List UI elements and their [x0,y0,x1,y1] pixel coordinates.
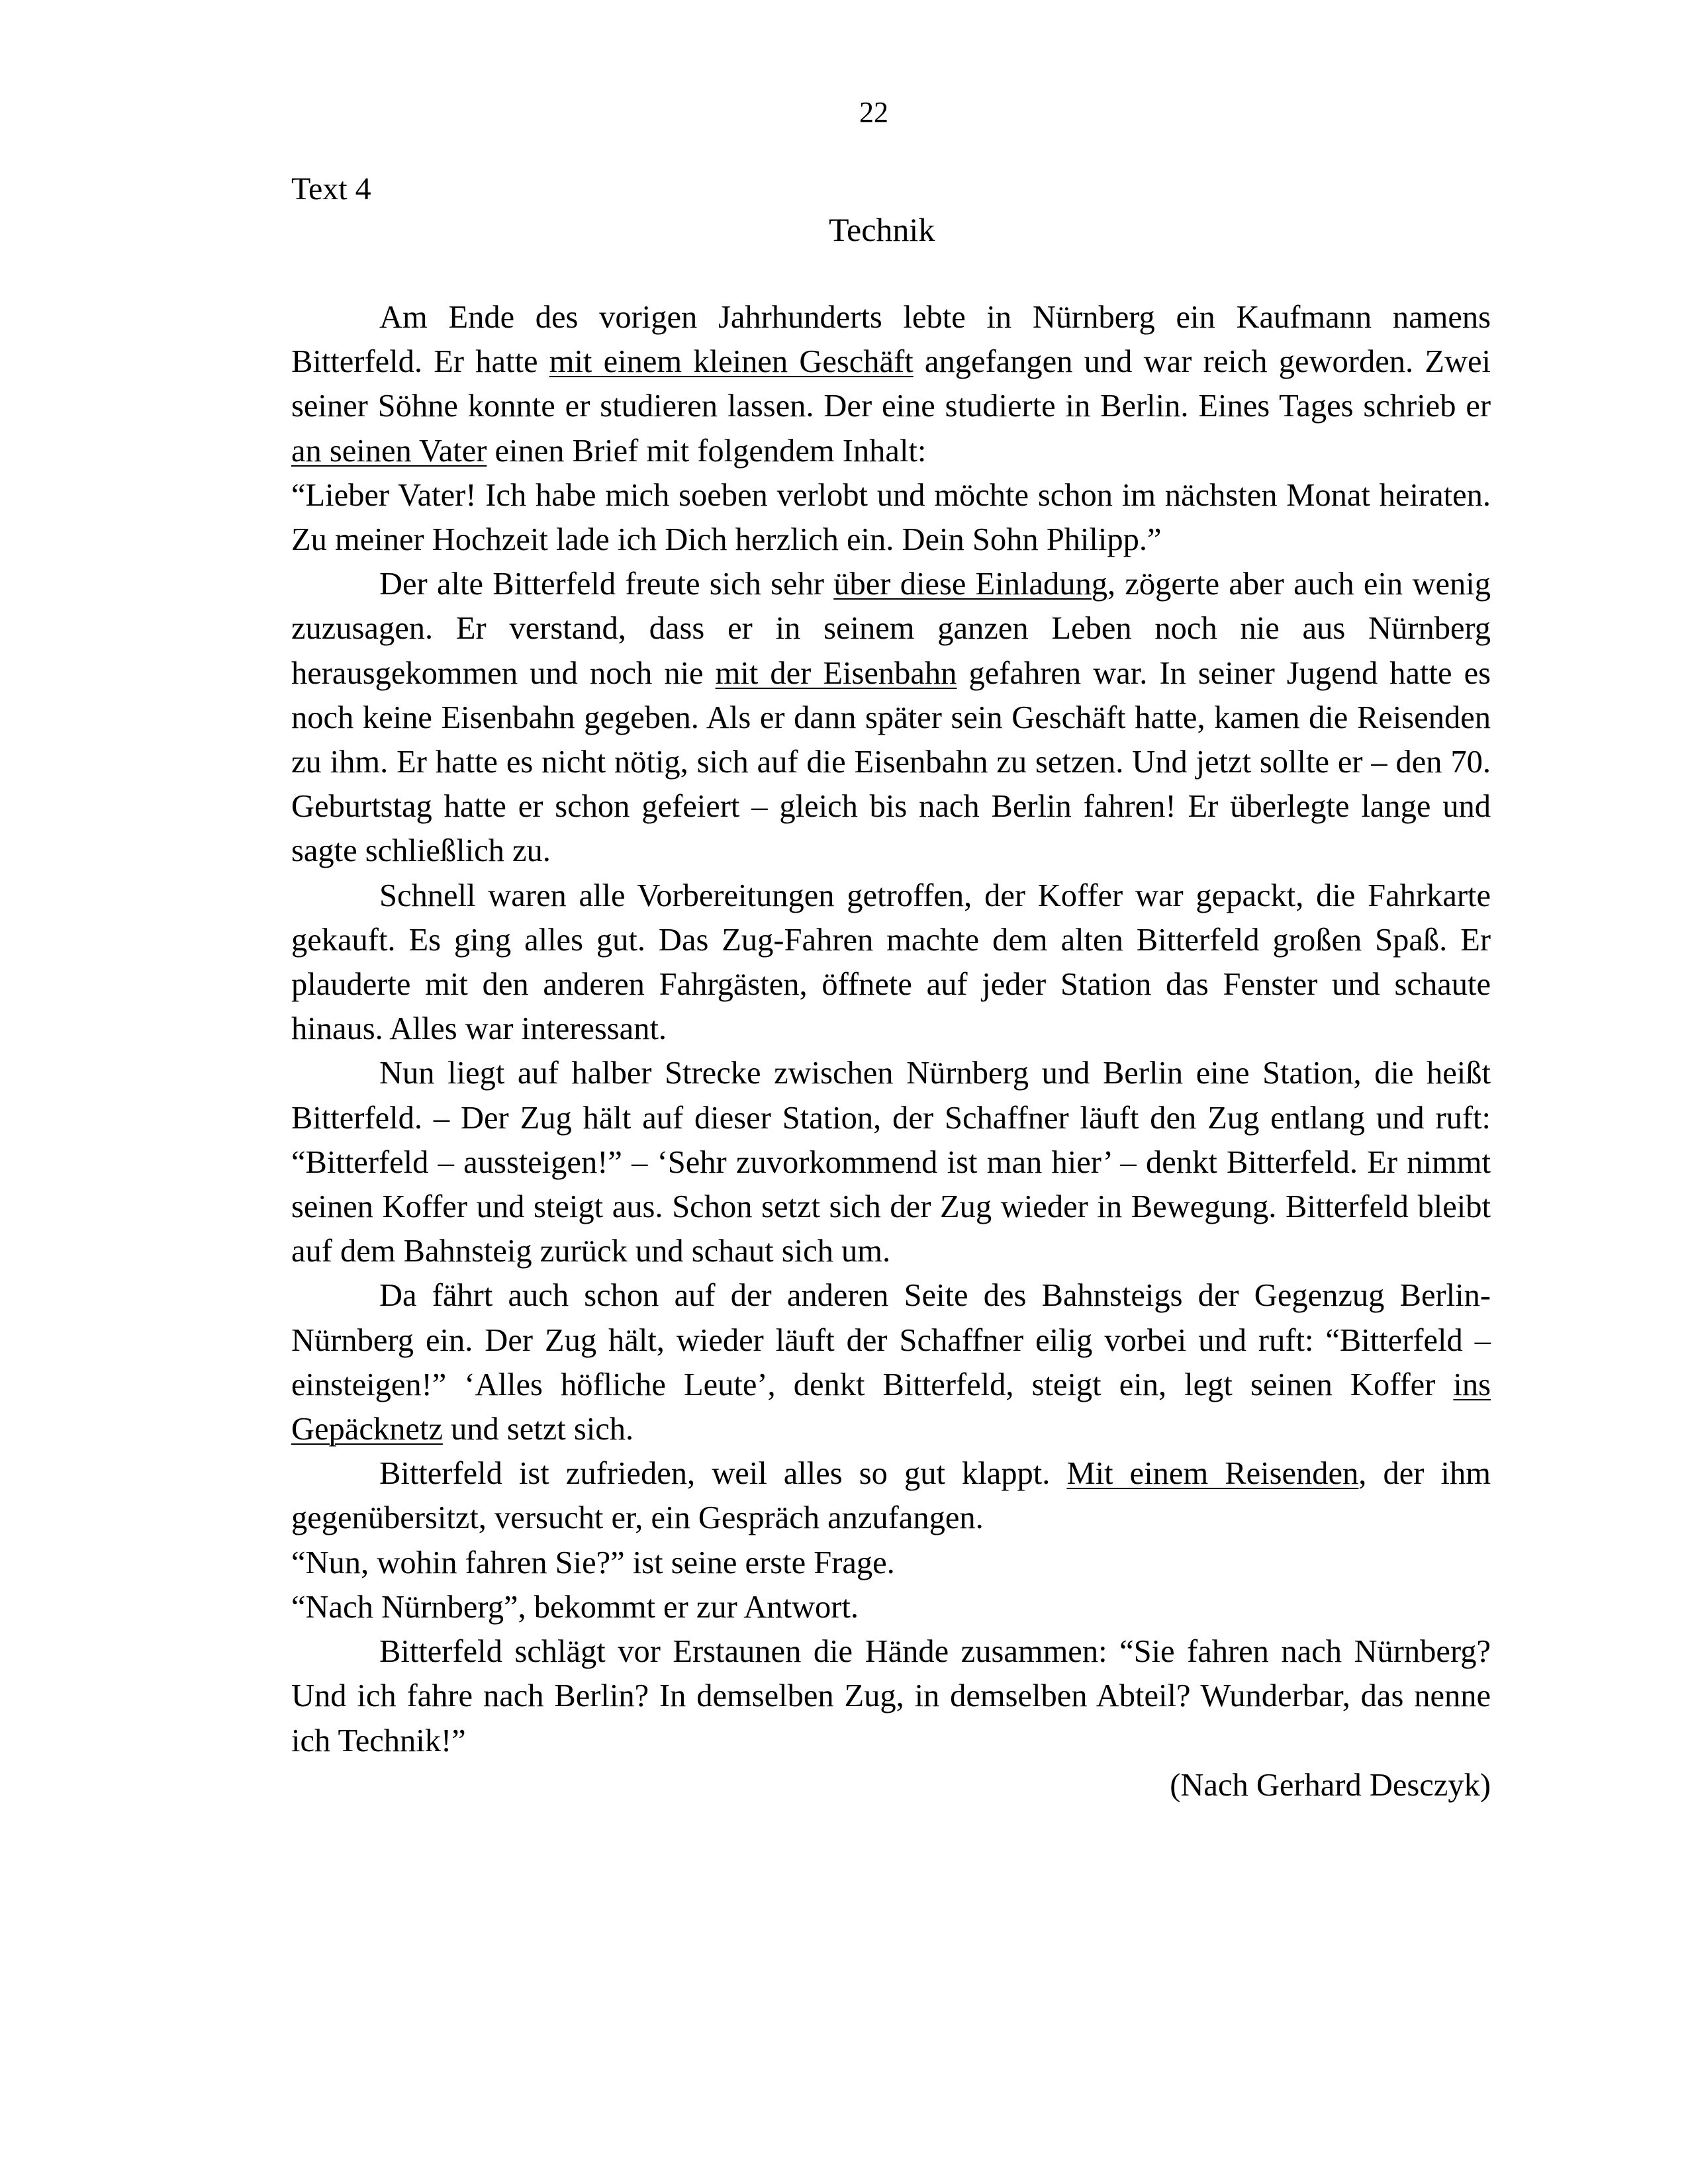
underlined-phrase: ins Gepäcknetz [291,1367,1491,1447]
text-label: Text 4 [291,171,371,206]
paragraph-4: Schnell waren alle Vorbereitungen getroffen, der Koffer war gepackt, die Fahrkarte gekauft. Es ging alles gut. Das Zug-Fahren machte dem alten Bitterfeld großen Spaß. Er plauderte mit den anderen Fahrgästen, öffnete auf jeder Station das Fenster und schaute hinaus. Alles war interessant. [291,878,1491,1047]
underlined-phrase: Mit einem Reisenden [1066,1456,1359,1492]
paragraph-2-letter: “Lieber Vater! Ich habe mich soeben verlobt und möchte schon im nächsten Monat heiraten. Zu meiner Hochzeit lade ich Dich herzlich ein. Dein Sohn Philipp.” [291,477,1491,558]
paragraph-3: Der alte Bitterfeld freute sich sehr über diese Einladung, zögerte aber auch ein wenig zuzusagen. Er verstand, dass er in seinem ganzen Leben noch nie aus Nürnberg herausgekommen und noch nie mit der Eisenbahn gefahren war. In seiner Jugend hatte es noch keine Eisenbahn gegeben. Als er dann später sein Geschäft hatte, kamen die Reisenden zu ihm. Er hatte es nicht nötig, sich auf die Eisenbahn zu setzen. Und jetzt sollte er – den 70. Geburtstag hatte er schon gefeiert – gleich bis nach Berlin fahren! Er überlegte lange und sagte schließlich zu. [291,567,1491,869]
paragraph-5: Nun liegt auf halber Strecke zwischen Nürnberg und Berlin eine Station, die heißt Bitterfeld. – Der Zug hält auf dieser Station, der Schaffner läuft den Zug entlang und ruft: “Bitterfeld – aussteigen!” – ‘Sehr zuvorkommend ist man hier’ – denkt Bitterfeld. Er nimmt seinen Koffer und steigt aus. Schon setzt sich der Zug wieder in Bewegung. Bitterfeld bleibt auf dem Bahnsteig zurück und schaut sich um. [291,1056,1491,1269]
underlined-phrase: mit der Eisenbahn [715,655,957,691]
page-number: 22 [859,96,888,128]
paragraph-1: Am Ende des vorigen Jahrhunderts lebte in Nürnberg ein Kaufmann namens Bitterfeld. Er hatte mit einem kleinen Geschäft angefangen und war reich geworden. Zwei seiner Söhne konnte er studieren lassen. Der eine studierte in Berlin. Eines Tages schrieb er an seinen Vater einen Brief mit folgendem Inhalt: [291,300,1491,469]
paragraph-9: “Nach Nürnberg”, bekommt er zur Antwort. [291,1589,859,1625]
paragraph-6: Da fährt auch schon auf der anderen Seite des Bahnsteigs der Gegenzug Berlin-Nürnberg ein. Der Zug hält, wieder läuft der Schaffner eilig vorbei und ruft: “Bitterfeld – einsteigen!” ‘Alles höfliche Leute’, denkt Bitterfeld, steigt ein, legt seinen Koffer ins Gepäcknetz und setzt sich. [291,1278,1491,1447]
underlined-phrase: über diese Einladung [833,567,1107,602]
paragraph-8: “Nun, wohin fahren Sie?” ist seine erste Frage. [291,1545,895,1580]
underlined-phrase: an seinen Vater [291,433,487,469]
attribution: (Nach Gerhard Desczyk) [1170,1767,1491,1803]
underlined-phrase: mit einem kleinen Geschäft [549,344,914,380]
body-text [291,295,1491,1807]
paragraph-7: Bitterfeld ist zufrieden, weil alles so gut klappt. Mit einem Reisenden, der ihm gegenübersitzt, versucht er, ein Gespräch anzufangen. [291,1456,1491,1536]
document-title: Technik [829,211,935,248]
paragraph-10: Bitterfeld schlägt vor Erstaunen die Hände zusammen: “Sie fahren nach Nürnberg? Und ich fahre nach Berlin? In demselben Zug, in demselben Abteil? Wunderbar, das nenne ich Technik!” [291,1634,1491,1758]
